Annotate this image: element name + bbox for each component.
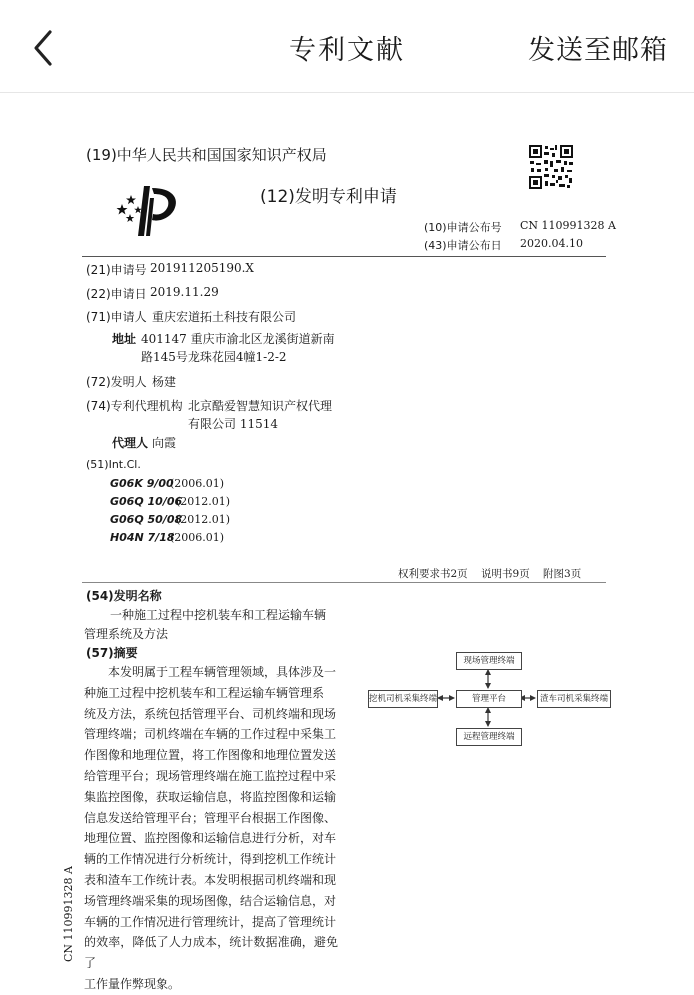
ipc-code: G06Q 10/06 xyxy=(110,495,183,508)
app-header xyxy=(0,0,694,93)
abstract-line: 工作量作弊现象。 xyxy=(84,976,181,991)
cnipa-logo xyxy=(114,184,186,238)
agency-line1: 北京酷爱智慧知识产权代理 xyxy=(188,399,333,413)
name-line1: 一种施工过程中挖机装车和工程运输车辆 xyxy=(110,608,327,622)
side-publication-number: CN 110991328 A xyxy=(62,866,75,962)
abstract-label: (57)摘要 xyxy=(86,646,138,660)
ipc-year: (2006.01) xyxy=(170,477,225,490)
agent: 向霞 xyxy=(152,436,177,450)
abstract-line: 车辆的工作情况进行管理统计，提高了管理统计 xyxy=(84,914,337,929)
send-to-email-button[interactable]: 发送至邮箱 xyxy=(528,35,668,66)
section-divider xyxy=(82,582,606,583)
address-line1: 401147 重庆市渝北区龙溪街道新南 xyxy=(141,332,335,346)
agent-label: 代理人 xyxy=(112,436,149,450)
app-no: 201911205190.X xyxy=(150,261,254,275)
abstract-line: 集监控图像，获取运输信息，将监控图像和运输 xyxy=(84,789,337,804)
diagram-node-excavator-terminal: 挖机司机采集终端 xyxy=(368,690,438,708)
ipc-code: G06K 9/00 xyxy=(110,477,174,490)
ipc-year: (2012.01) xyxy=(176,513,231,526)
ipc-year: (2012.01) xyxy=(176,495,231,508)
ipc-code: G06Q 50/08 xyxy=(110,513,183,526)
abstract-line: 地理位置、监控图像和运输信息进行分析，对车 xyxy=(84,831,337,846)
ipc-code: H04N 7/18 xyxy=(110,531,175,544)
page-title: 专利文献 xyxy=(289,35,405,66)
abstract-line: 辆的工作情况进行分析统计，得到挖机工作统计 xyxy=(84,852,337,867)
abstract-line: 统及方法，系统包括管理平台、司机终端和现场 xyxy=(84,706,337,721)
diagram-node-site-terminal: 现场管理终端 xyxy=(456,652,522,670)
diagram-node-platform: 管理平台 xyxy=(456,690,522,708)
back-button[interactable] xyxy=(24,28,64,68)
diagram-node-truck-terminal: 渣车司机采集终端 xyxy=(537,690,611,708)
abstract-line: 作图像和地理位置，将工作图像和地理位置发送 xyxy=(84,748,337,763)
pub-no: CN 110991328 A xyxy=(520,219,616,232)
abstract-text xyxy=(84,662,338,995)
patent-document xyxy=(0,92,694,991)
pub-no-label: (10)申请公布号 xyxy=(424,221,502,234)
applicant: 重庆宏道拓土科技有限公司 xyxy=(152,310,297,324)
address-line2: 路145号龙珠花园4幢1-2-2 xyxy=(141,350,287,364)
name-line2: 管理系统及方法 xyxy=(84,627,169,641)
agency-label: (74)专利代理机构 xyxy=(86,399,183,413)
abstract-line: 的效率，降低了人力成本，统计数据准确，避免了 xyxy=(84,935,338,971)
authority: (19)中华人民共和国国家知识产权局 xyxy=(86,146,327,164)
header-divider xyxy=(82,256,606,257)
app-date-label: (22)申请日 xyxy=(86,287,147,301)
diagram-node-remote-terminal: 远程管理终端 xyxy=(456,728,522,746)
abstract-line: 管理终端；司机终端在车辆的工作过程中采集工 xyxy=(84,727,337,742)
abstract-line: 信息发送给管理平台；管理平台根据工作图像、 xyxy=(84,810,337,825)
inventor: 杨建 xyxy=(152,375,177,389)
applicant-label: (71)申请人 xyxy=(86,310,147,324)
abstract-line: 场管理终端采集的现场图像，结合运输信息，对 xyxy=(84,893,337,908)
pub-date-label: (43)申请公布日 xyxy=(424,239,502,252)
abstract-line: 表和渣车工作统计表。本发明根据司机终端和现 xyxy=(84,872,337,887)
address-label: 地址 xyxy=(112,332,137,346)
inventor-label: (72)发明人 xyxy=(86,375,147,389)
system-diagram xyxy=(368,640,613,760)
abstract-line: 给管理平台；现场管理终端在施工监控过程中采 xyxy=(84,768,337,783)
qr-code xyxy=(528,144,574,190)
intcl-label: (51)Int.Cl. xyxy=(86,458,141,471)
name-label: (54)发明名称 xyxy=(86,589,162,603)
page-counts: 权利要求书2页 说明书9页 附图3页 xyxy=(398,568,582,580)
app-no-label: (21)申请号 xyxy=(86,263,147,277)
document-kind: (12)发明专利申请 xyxy=(260,187,397,207)
abstract-line: 种施工过程中挖机装车和工程运输车辆管理系 xyxy=(84,685,325,700)
app-date: 2019.11.29 xyxy=(150,285,219,299)
pub-date: 2020.04.10 xyxy=(520,237,583,250)
ipc-year: (2006.01) xyxy=(170,531,225,544)
agency-line2: 有限公司 11514 xyxy=(188,417,278,431)
abstract-line: 本发明属于工程车辆管理领域，具体涉及一 xyxy=(84,665,337,679)
chevron-left-icon xyxy=(24,28,64,68)
